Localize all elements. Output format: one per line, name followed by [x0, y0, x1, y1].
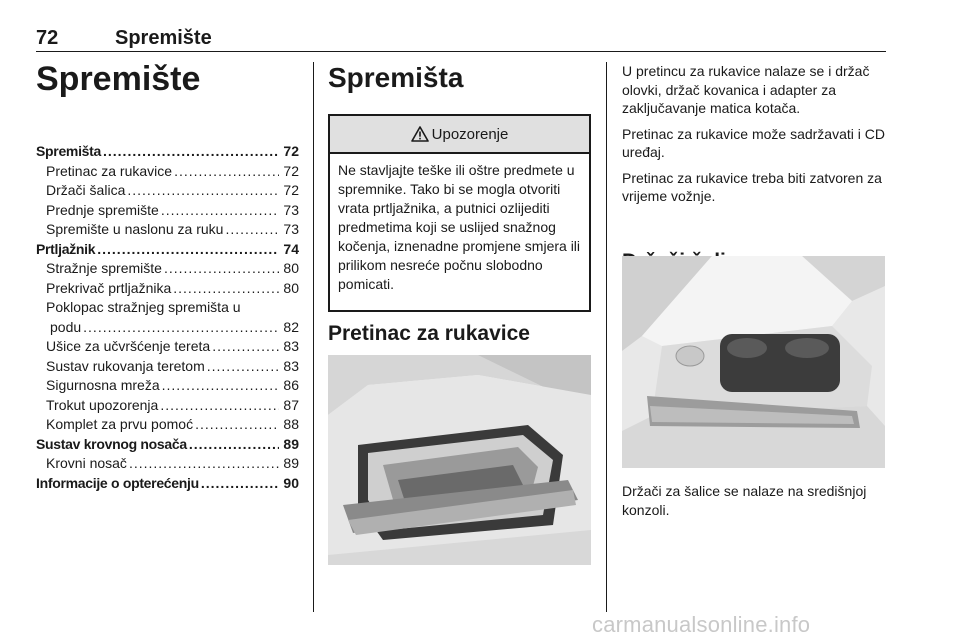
toc-entry: [36, 181, 299, 201]
warning-header: [330, 116, 589, 154]
toc-entry: [36, 142, 299, 162]
toc-entry-label: Informacije o opterećenju: [36, 474, 199, 491]
toc-leader-dots: [174, 162, 279, 182]
toc-entry: [36, 318, 299, 338]
toc-entry-label: Krovni nosač: [46, 455, 127, 471]
toc-entry: [36, 259, 299, 279]
toc-entry-label: Prekrivač prtljažnika: [46, 279, 172, 296]
toc-entry-page: 90: [283, 474, 299, 491]
toc-leader-dots: [164, 259, 279, 279]
toc-leader-dots: [129, 454, 279, 474]
toc-entry-label: Ušice za učvršćenje tereta: [46, 338, 211, 354]
toc-entry-label: Sigurnosna mreža: [46, 377, 160, 393]
toc-entry: [36, 220, 299, 240]
glovebox-heading: Pretinac za rukavice: [328, 322, 530, 345]
toc-entry-label: Prednje spremište: [46, 201, 159, 218]
table-of-contents: [36, 142, 299, 493]
toc-leader-dots: [195, 415, 279, 435]
toc-leader-dots: [173, 279, 279, 299]
toc-entry-page: 73: [283, 221, 299, 237]
toc-entry-page: 72: [283, 182, 299, 198]
running-title: Spremište: [115, 27, 212, 49]
toc-entry: [36, 474, 299, 494]
toc-entry-page: 86: [283, 377, 299, 393]
toc-leader-dots: [127, 181, 279, 201]
toc-leader-dots: [212, 337, 279, 357]
toc-entry-label: Spremišta: [36, 143, 101, 159]
toc-entry-page: 80: [283, 260, 299, 276]
toc-entry: [36, 376, 299, 396]
toc-entry: [36, 337, 299, 357]
cupholder-caption: Držači za šalice se nalaze na središnjoj konzoli.: [622, 483, 867, 518]
toc-entry-label: Trokut upozorenja: [46, 396, 159, 413]
toc-entry-page: 83: [283, 357, 299, 374]
toc-entry-page: 80: [283, 279, 299, 296]
glovebox-text: [622, 62, 888, 213]
toc-entry-label: Prtljažnik: [36, 240, 96, 257]
warning-text: Ne stavljajte teške ili oštre predmete u spremnike. Tako bi se mogla otvoriti vrata prtljažnika, a putnici ozlijediti predmetima koji se uslijed snažnog kočenja, iznenadne promjene smjera ili prilikom nesreće počnu slobodno pomicati.: [338, 162, 581, 292]
toc-entry-page: 89: [283, 455, 299, 471]
toc-entry-page: 72: [283, 143, 299, 159]
toc-entry: [36, 279, 299, 299]
toc-leader-dots: [189, 435, 279, 455]
paragraph: U pretincu za rukavice nalaze se i držač olovki, držač kovanica i adapter za zaključavanje matica kotača.: [622, 63, 870, 116]
toc-entry-page: 83: [283, 338, 299, 354]
paragraph: Pretinac za rukavice može sadržavati i CD uređaj.: [622, 125, 885, 160]
toc-leader-dots: [161, 201, 279, 221]
warning-triangle-icon: [411, 126, 429, 142]
toc-entry: [36, 435, 299, 455]
toc-entry-page: 72: [283, 162, 299, 179]
toc-entry: [36, 415, 299, 435]
toc-entry: [36, 298, 299, 318]
toc-entry: [36, 240, 299, 260]
column-divider: [606, 62, 607, 612]
page-number: 72: [36, 27, 59, 49]
toc-leader-dots: [225, 220, 279, 240]
toc-leader-dots: [97, 240, 279, 260]
toc-leader-dots: [162, 376, 279, 396]
toc-entry: [36, 396, 299, 416]
toc-entry-label: Sustav rukovanja teretom: [46, 357, 205, 374]
toc-entry: [36, 454, 299, 474]
toc-entry-label: Držači šalica: [46, 182, 126, 198]
toc-entry: [36, 201, 299, 221]
toc-entry-label: Poklopac stražnjeg spremišta u: [46, 299, 241, 315]
toc-leader-dots: [207, 357, 279, 377]
watermark: carmanualsonline.info: [592, 612, 811, 637]
toc-entry-page: 74: [283, 240, 299, 257]
toc-entry-page: 73: [283, 201, 299, 218]
toc-entry-page: 88: [283, 416, 299, 432]
toc-entry-label: Stražnje spremište: [46, 260, 162, 276]
toc-leader-dots: [160, 396, 279, 416]
header-rule: [36, 51, 886, 52]
toc-entry-page: 87: [283, 396, 299, 413]
toc-leader-dots: [83, 318, 279, 338]
toc-entry-page: 89: [283, 435, 299, 452]
toc-entry-page: 82: [283, 318, 299, 335]
toc-leader-dots: [103, 142, 279, 162]
toc-entry-label: Sustav krovnog nosača: [36, 435, 187, 452]
section-heading: Spremišta: [328, 62, 464, 93]
paragraph: Pretinac za rukavice treba biti zatvoren za vrijeme vožnje.: [622, 169, 882, 204]
chapter-title: Spremište: [36, 60, 201, 98]
toc-entry-label: Komplet za prvu pomoć: [46, 416, 194, 432]
column-divider: [313, 62, 314, 612]
cupholder-illustration: [622, 256, 885, 468]
toc-entry-label: podu: [50, 318, 82, 335]
glovebox-illustration: [328, 355, 591, 565]
toc-leader-dots: [201, 474, 279, 494]
toc-entry: [36, 162, 299, 182]
warning-title: Upozorenje: [431, 125, 509, 143]
toc-entry: [36, 357, 299, 377]
warning-box: [328, 114, 591, 312]
toc-entry-label: Pretinac za rukavice: [46, 162, 173, 179]
toc-entry-label: Spremište u naslonu za ruku: [46, 221, 224, 237]
